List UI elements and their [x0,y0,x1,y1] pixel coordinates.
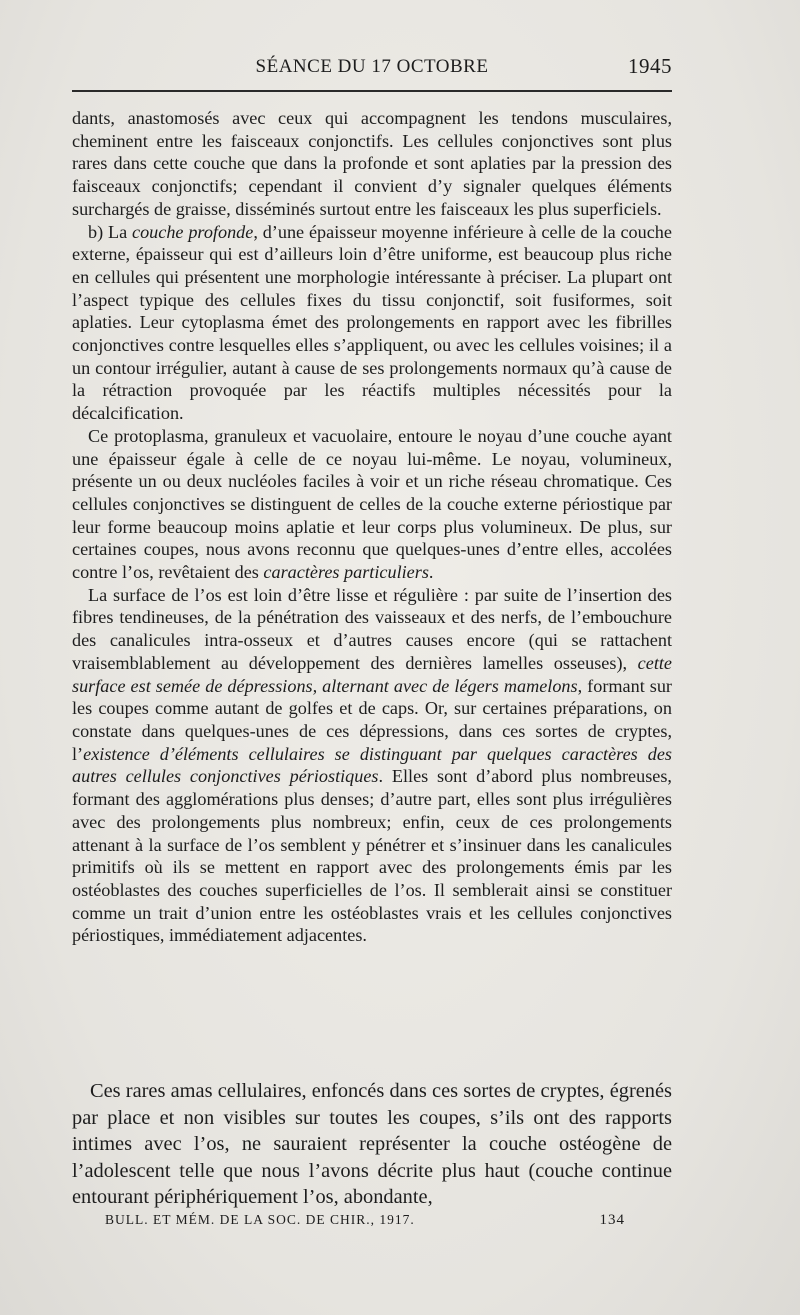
text-run: , formant sur les coupes comme autant de golfes et de caps. Or, sur certaines préparations, on constate dans quelques-unes de ces dépressions, dans ces sortes de cryptes, l’ [72,675,672,764]
text-run: La surface de l’os est loin d’être lisse et régulière : par suite de l’insertion des fibres tendineuses, de la pénétration des vaisseaux et des nerfs, de l’embouchure des canalicules intra-osseux et d’autres causes encore (qui se rattachent vraisemblablement au développement des dernières lamelles osseuses), [72,584,672,673]
text-run: . [428,562,434,583]
paragraph-p1 [72,107,672,221]
text-run: b) La [88,221,132,242]
page-header [72,50,672,80]
italic-phrase: couche profonde [132,221,254,242]
footer-citation: BULL. ET MÉM. DE LA SOC. DE CHIR., 1917. [105,1212,415,1227]
text-run: . Elles sont d’abord plus nombreuses, formant des agglomérations plus denses; d’autre part, elles sont plus irrégulières avec des prolongements plus nombreux; enfin, ceux de ces prolongements attenant à la surface de l’os semblent y pénétrer et s’insinuer dans les canalicules primitifs où ils se mettent en rapport avec des prolongements émis par les ostéoblastes des couches superficielles de l’os. Il semblerait ainsi se constituer comme un trait d’union entre les ostéoblastes vrais et les cellules conjonctives périostiques, immédiatement adjacentes. [72,766,672,946]
paragraph-p3 [72,425,672,584]
page-number: 1945 [628,54,672,78]
italic-phrase: cette surface est semée de dépressions, alternant avec de légers mamelons [72,652,672,696]
italic-phrase: existence d’éléments cellulaires se distinguant par quelques caractères des autres cellules conjonctives périostiques [72,743,672,787]
header-rule [72,90,672,92]
paragraph-p2 [72,221,672,425]
paragraph-p4 [72,584,672,947]
running-title: SÉANCE DU 17 OCTOBRE [255,56,489,77]
body-text-large [72,1078,672,1211]
paragraph-large: Ces rares amas cellulaires, enfoncés dans ces sortes de cryptes, égrenés par place et non visibles sur toutes les coupes, s’ils ont des rapports intimes avec l’os, ne sauraient représenter la couche ostéogène de l’adolescent telle que nous l’avons décrite plus haut (couche continue entourant périphériquement l’os, abondante, [72,1080,672,1208]
text-run: dants, anastomosés avec ceux qui accompagnent les tendons musculaires, cheminent entre les faisceaux conjonctifs. Les cellules conjonctives sont plus rares dans cette couche que dans la profonde et sont aplaties par la pression des faisceaux conjonctifs; cependant il convient d’y signaler quelques éléments surchargés de graisse, disséminés surtout entre les faisceaux les plus superficiels. [72,108,672,219]
text-run: Ce protoplasma, granuleux et vacuolaire, entoure le noyau d’une couche ayant une épaisseur égale à celle de ce noyau lui-même. Le noyau, volumineux, présente un ou deux nucléoles faciles à voir et un riche réseau chromatique. Ces cellules conjonctives se distinguent de celles de la couche externe périostique par leur forme beaucoup moins aplatie et leur corps plus volumineux. De plus, sur certaines coupes, nous avons reconnu que quelques-unes d’entre elles, accolées contre l’os, revêtaient des [72,425,672,583]
page-footer [105,1212,625,1234]
italic-phrase: caractères particuliers [263,562,429,583]
footer-sheet-number: 134 [599,1212,625,1228]
text-run: , d’une épaisseur moyenne inférieure à celle de la couche externe, épaisseur qui est d’ailleurs loin d’être uniforme, est beaucoup plus riche en cellules qui présentent une morphologie intéressante à préciser. La plupart ont l’aspect typique des cellules fixes du tissu conjonctif, soit fusiformes, soit aplaties. Leur cytoplasma émet des prolongements en rapport avec les fibrilles conjonctives contre lesquelles elles s’appliquent, ou avec les cellules voisines; il a un contour irrégulier, autant à cause de ses prolongements normaux qu’à cause de la rétraction provoquée par les réactifs multiples nécessités pour la décalcification. [72,221,672,424]
body-text-small [72,107,672,947]
